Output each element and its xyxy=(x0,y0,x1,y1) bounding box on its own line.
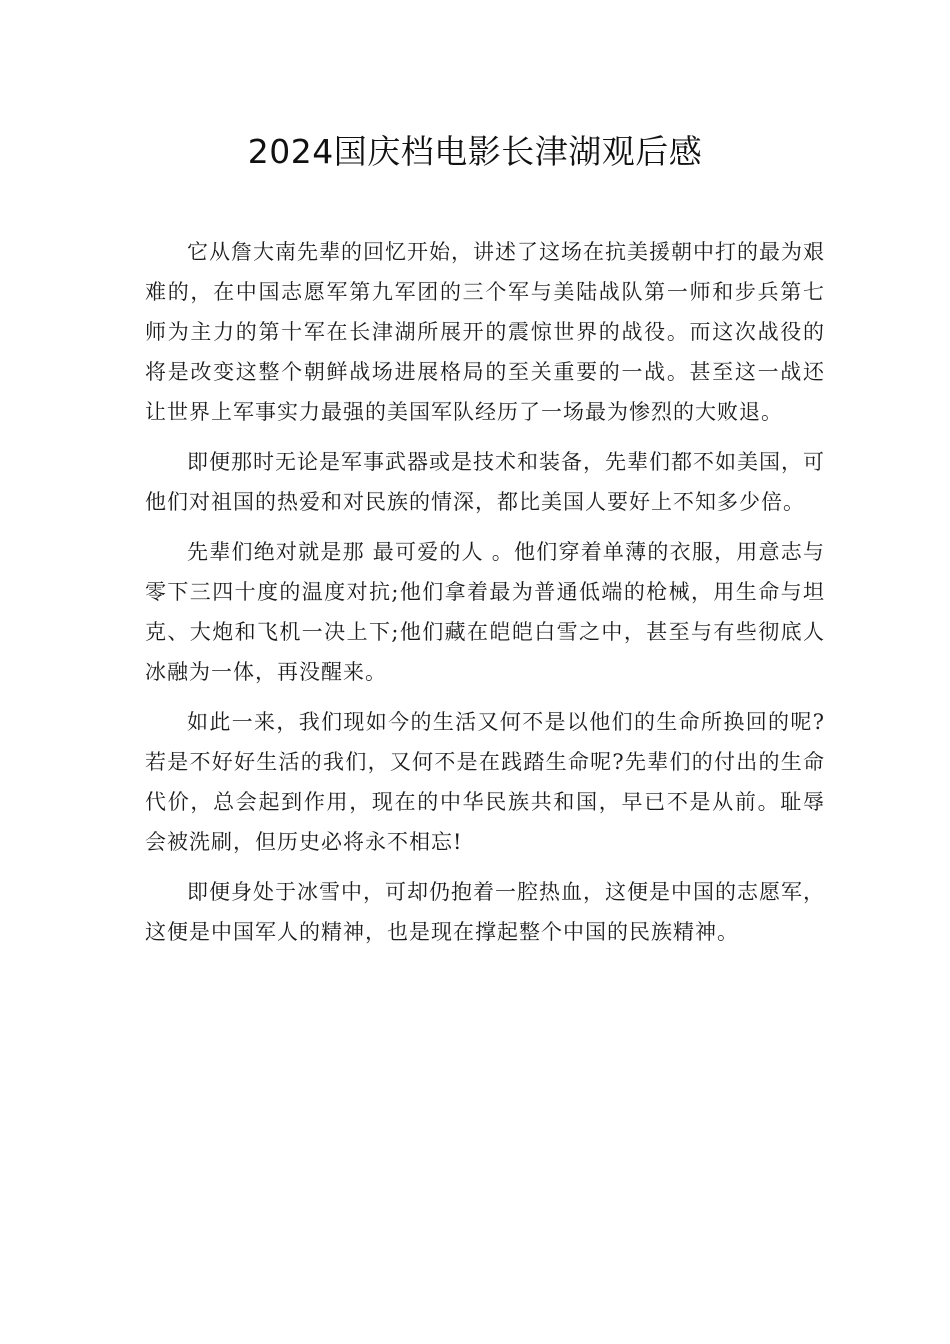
document-title: 2024国庆档电影长津湖观后感 xyxy=(247,132,703,171)
document-body xyxy=(145,232,825,962)
paragraph: 它从詹大南先辈的回忆开始，讲述了这场在抗美援朝中打的最为艰难的，在中国志愿军第九军团的三个军与美陆战队第一师和步兵第七师为主力的第十军在长津湖所展开的震惊世界的战役。而这次战役的将是改变这整个朝鲜战场进展格局的至关重要的一战。甚至这一战还让世界上军事实力最强的美国军队经历了一场最为惨烈的大败退。 xyxy=(145,240,825,424)
paragraph: 即便那时无论是军事武器或是技术和装备，先辈们都不如美国，可他们对祖国的热爱和对民族的情深，都比美国人要好上不知多少倍。 xyxy=(145,450,825,514)
paragraph: 先辈们绝对就是那 最可爱的人 。他们穿着单薄的衣服，用意志与零下三四十度的温度对抗;他们拿着最为普通低端的枪械，用生命与坦克、大炮和飞机一决上下;他们藏在皑皑白雪之中，甚至与有些彻底人冰融为一体，再没醒来。 xyxy=(145,540,825,684)
paragraph: 如此一来，我们现如今的生活又何不是以他们的生命所换回的呢?若是不好好生活的我们，又何不是在践踏生命呢?先辈们的付出的生命代价，总会起到作用，现在的中华民族共和国，早已不是从前。耻辱会被洗刷，但历史必将永不相忘! xyxy=(145,710,825,854)
paragraph: 即便身处于冰雪中，可却仍抱着一腔热血，这便是中国的志愿军，这便是中国军人的精神，也是现在撑起整个中国的民族精神。 xyxy=(145,880,825,944)
